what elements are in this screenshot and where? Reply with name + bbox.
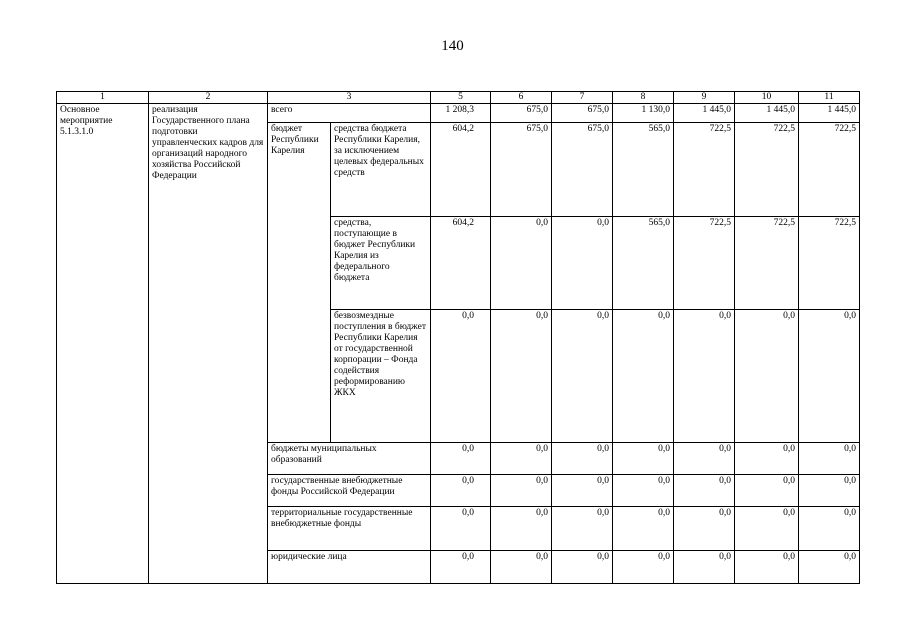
value-cell: 675,0 xyxy=(491,123,552,217)
value-cell: 0,0 xyxy=(674,507,735,551)
source-cell: территориальные государственные внебюджетные фонды xyxy=(268,507,431,551)
header-cell: 8 xyxy=(613,92,674,104)
value-cell: 0,0 xyxy=(491,551,552,584)
value-cell: 722,5 xyxy=(735,123,799,217)
value-cell: 0,0 xyxy=(735,310,799,443)
budget-table xyxy=(56,91,860,584)
value-cell: 722,5 xyxy=(735,217,799,310)
value-cell: 1 130,0 xyxy=(613,104,674,123)
source-cell: средства, поступающие в бюджет Республики Карелия из федерального бюджета xyxy=(331,217,431,310)
value-cell: 0,0 xyxy=(491,217,552,310)
header-cell: 7 xyxy=(552,92,613,104)
value-cell: 0,0 xyxy=(613,551,674,584)
value-cell: 0,0 xyxy=(491,507,552,551)
value-cell: 0,0 xyxy=(613,507,674,551)
value-cell: 565,0 xyxy=(613,217,674,310)
value-cell: 675,0 xyxy=(552,104,613,123)
budget-group-cell: бюджет Республики Карелия xyxy=(268,123,331,443)
value-cell: 722,5 xyxy=(674,123,735,217)
value-cell: 0,0 xyxy=(431,551,491,584)
source-cell: средства бюджета Республики Карелия, за исключением целевых федеральных средств xyxy=(331,123,431,217)
value-cell: 0,0 xyxy=(613,310,674,443)
value-cell: 1 445,0 xyxy=(674,104,735,123)
value-cell: 722,5 xyxy=(674,217,735,310)
value-cell: 722,5 xyxy=(799,217,860,310)
value-cell: 0,0 xyxy=(799,507,860,551)
value-cell: 604,2 xyxy=(431,217,491,310)
value-cell: 675,0 xyxy=(491,104,552,123)
value-cell: 0,0 xyxy=(491,443,552,475)
value-cell: 0,0 xyxy=(799,310,860,443)
source-cell: всего xyxy=(268,104,431,123)
value-cell: 722,5 xyxy=(799,123,860,217)
value-cell: 0,0 xyxy=(431,507,491,551)
value-cell: 0,0 xyxy=(613,443,674,475)
source-cell: бюджеты муниципальных образований xyxy=(268,443,431,475)
value-cell: 0,0 xyxy=(552,217,613,310)
value-cell: 0,0 xyxy=(431,443,491,475)
source-cell: юридические лица xyxy=(268,551,431,584)
value-cell: 565,0 xyxy=(613,123,674,217)
header-cell: 11 xyxy=(799,92,860,104)
value-cell: 0,0 xyxy=(674,443,735,475)
header-row xyxy=(57,92,860,104)
activity-description-cell: реализация Государственного плана подготовки управленческих кадров для организаций народного хозяйства Российской Федерации xyxy=(149,104,268,584)
header-cell: 2 xyxy=(149,92,268,104)
value-cell: 0,0 xyxy=(674,310,735,443)
source-cell: государственные внебюджетные фонды Российской Федерации xyxy=(268,475,431,507)
header-cell: 9 xyxy=(674,92,735,104)
value-cell: 0,0 xyxy=(799,443,860,475)
value-cell: 0,0 xyxy=(799,475,860,507)
value-cell: 0,0 xyxy=(613,475,674,507)
value-cell: 675,0 xyxy=(552,123,613,217)
value-cell: 1 208,3 xyxy=(431,104,491,123)
value-cell: 0,0 xyxy=(431,475,491,507)
header-cell: 6 xyxy=(491,92,552,104)
source-cell: безвозмездные поступления в бюджет Республики Карелия от государственной корпорации – Фонда содействия реформированию ЖКХ xyxy=(331,310,431,443)
value-cell: 0,0 xyxy=(552,475,613,507)
value-cell: 0,0 xyxy=(799,551,860,584)
value-cell: 0,0 xyxy=(552,310,613,443)
header-cell: 1 xyxy=(57,92,149,104)
activity-name-cell: Основное мероприятие 5.1.3.1.0 xyxy=(57,104,149,584)
table-row xyxy=(57,104,860,123)
value-cell: 1 445,0 xyxy=(735,104,799,123)
value-cell: 0,0 xyxy=(674,475,735,507)
value-cell: 0,0 xyxy=(552,507,613,551)
value-cell: 0,0 xyxy=(552,551,613,584)
header-cell: 10 xyxy=(735,92,799,104)
value-cell: 0,0 xyxy=(491,310,552,443)
value-cell: 1 445,0 xyxy=(799,104,860,123)
value-cell: 0,0 xyxy=(674,551,735,584)
value-cell: 0,0 xyxy=(735,443,799,475)
value-cell: 0,0 xyxy=(735,475,799,507)
header-cell: 3 xyxy=(268,92,431,104)
value-cell: 0,0 xyxy=(735,551,799,584)
header-cell: 5 xyxy=(431,92,491,104)
value-cell: 0,0 xyxy=(552,443,613,475)
value-cell: 0,0 xyxy=(491,475,552,507)
value-cell: 0,0 xyxy=(735,507,799,551)
value-cell: 0,0 xyxy=(431,310,491,443)
page-number: 140 xyxy=(441,38,464,54)
value-cell: 604,2 xyxy=(431,123,491,217)
